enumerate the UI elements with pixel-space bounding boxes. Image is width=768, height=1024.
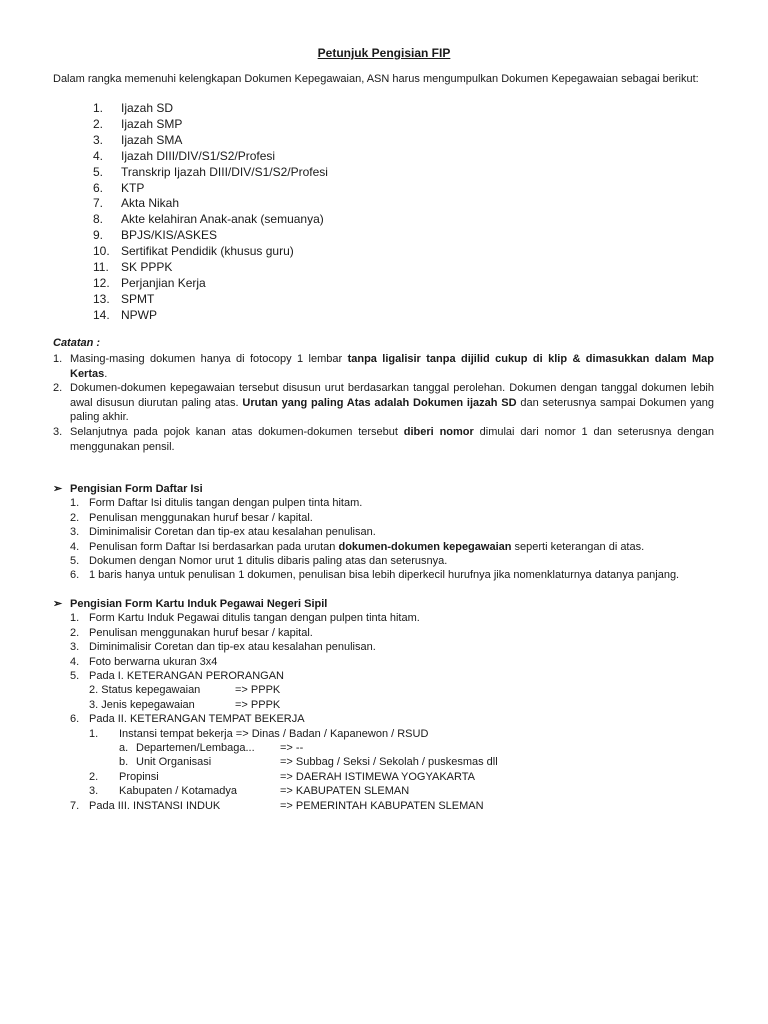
list-number	[84, 244, 121, 260]
daftar-isi-text	[89, 496, 362, 510]
document-label: Ijazah SMA	[121, 132, 183, 147]
field-key: 2. Status kepegawaian	[89, 684, 201, 697]
daftar-isi-section	[53, 482, 714, 583]
field-value: => PPPK	[235, 684, 281, 697]
field-key: Kabupaten / Kotamadya	[119, 785, 238, 798]
text-part: Penulisan menggunakan huruf besar / kapital.	[89, 511, 313, 524]
list-number-text: 10.	[93, 244, 110, 259]
kartu-induk-item	[53, 669, 714, 683]
kartu-induk-item	[53, 640, 714, 654]
page-title: Petunjuk Pengisian FIP	[317, 46, 451, 60]
field-key: 3. Jenis kepegawaian	[89, 698, 195, 711]
list-number-text: 5.	[93, 164, 104, 179]
item-text: Diminimalisir Coretan dan tip-ex atau kesalahan penulisan.	[89, 641, 376, 654]
list-number	[84, 196, 121, 212]
kartu-induk-title: Pengisian Form Kartu Induk Pegawai Negeri Sipil	[70, 598, 328, 610]
list-number-text: 1.	[70, 612, 80, 625]
intro-paragraph: Dalam rangka memenuhi kelengkapan Dokumen Kepegawaian, ASN harus mengumpulkan Dokumen Kepegawaian sebagai berikut:	[53, 73, 699, 85]
document-label: Sertifikat Pendidik (khusus guru)	[121, 244, 294, 259]
document-list-item	[84, 212, 328, 228]
document-list-item	[84, 292, 328, 308]
daftar-isi-text	[89, 554, 447, 568]
kartu-induk-item	[53, 712, 714, 726]
document-label: SK PPPK	[121, 260, 173, 275]
sub-number	[89, 770, 119, 784]
list-number	[53, 611, 89, 625]
document-list	[84, 101, 328, 324]
note-number: 1.	[53, 353, 63, 365]
list-number	[84, 133, 121, 149]
kartu-induk-item	[53, 626, 714, 640]
note-number: 3.	[53, 425, 63, 438]
sub-letter: b.	[119, 756, 129, 769]
list-number-text: 7.	[93, 196, 104, 211]
field-key: Departemen/Lembaga...	[136, 742, 255, 755]
field-value: => PPPK	[235, 698, 281, 711]
daftar-isi-item	[53, 540, 714, 554]
perorangan-row	[53, 698, 714, 712]
daftar-isi-text	[89, 568, 679, 582]
document-list-item	[84, 101, 328, 117]
list-number	[84, 212, 121, 228]
sub-number	[89, 784, 119, 798]
list-number	[53, 799, 89, 813]
note-emphasis: Urutan yang paling Atas adalah Dokumen ijazah SD	[242, 396, 517, 409]
list-number-text: 4.	[93, 148, 104, 163]
list-number-text: 5.	[70, 555, 80, 568]
list-number	[84, 149, 121, 165]
list-number	[84, 308, 121, 324]
document-label: KTP	[121, 180, 145, 195]
note-emphasis: tanpa ligalisir tanpa dijilid cukup di klip & dimasukkan dalam Map Kertas	[70, 353, 714, 380]
list-number	[84, 260, 121, 276]
list-number-text: 5.	[70, 670, 80, 683]
daftar-isi-list	[53, 496, 714, 582]
list-number-text: 4.	[70, 540, 80, 553]
kartu-induk-item	[53, 799, 714, 813]
text-part: Form Daftar Isi ditulis tangan dengan pulpen tinta hitam.	[89, 497, 363, 510]
list-number-text: 9.	[93, 228, 104, 243]
note-text	[70, 352, 714, 381]
field-value: => DAERAH ISTIMEWA YOGYAKARTA	[280, 770, 475, 783]
kartu-induk-item	[53, 611, 714, 625]
document-label: NPWP	[121, 307, 157, 322]
list-number	[53, 540, 89, 554]
arrow-bullet-icon: ➢	[53, 598, 63, 610]
list-number	[84, 101, 121, 117]
document-label: Akte kelahiran Anak-anak (semuanya)	[121, 212, 324, 227]
sub-number-text: 1.	[89, 727, 99, 740]
list-number-text: 8.	[93, 212, 104, 227]
field-key: Unit Organisasi	[136, 756, 212, 769]
list-number-text: 2.	[70, 626, 80, 639]
daftar-isi-item	[53, 496, 714, 510]
sub-row	[53, 755, 714, 769]
kartu-induk-list	[53, 611, 714, 813]
note-text-part: .	[104, 367, 108, 380]
text-part: seperti keterangan di atas.	[511, 540, 645, 553]
note-text-part: dan seterusnya sampai Dokumen yang paling akhir.	[70, 396, 714, 424]
item-text: Pada I. KETERANGAN PERORANGAN	[89, 670, 284, 683]
list-number	[53, 712, 89, 726]
document-list-item	[84, 260, 328, 276]
document-label: Transkrip Ijazah DIII/DIV/S1/S2/Profesi	[121, 164, 328, 179]
list-number-text: 4.	[70, 655, 80, 668]
field-value: => --	[280, 742, 304, 755]
document-label: Ijazah DIII/DIV/S1/S2/Profesi	[121, 148, 276, 163]
sub-letter: a.	[119, 742, 129, 755]
sub-number	[89, 727, 119, 741]
kartu-induk-heading	[53, 597, 714, 611]
list-number	[53, 525, 89, 539]
note-emphasis: diberi nomor	[403, 425, 474, 438]
list-number	[53, 554, 89, 568]
tempat-row	[53, 770, 714, 784]
daftar-isi-title: Pengisian Form Daftar Isi	[70, 483, 203, 495]
kartu-induk-item	[53, 655, 714, 669]
perorangan-row	[53, 683, 714, 697]
field-value: => Subbag / Seksi / Sekolah / puskesmas dll	[280, 756, 498, 769]
item-text: Penulisan menggunakan huruf besar / kapital.	[89, 626, 313, 639]
document-list-item	[84, 308, 328, 324]
daftar-isi-heading	[53, 482, 714, 496]
text-part: Penulisan form Daftar Isi berdasarkan pada urutan	[89, 540, 339, 553]
list-number-text: 14.	[93, 307, 110, 322]
daftar-isi-item	[53, 525, 714, 539]
document-list-item	[84, 276, 328, 292]
list-number-text: 11.	[93, 260, 109, 275]
list-number	[53, 655, 89, 669]
list-number-text: 1.	[70, 497, 80, 510]
daftar-isi-item	[53, 511, 714, 525]
document-list-item	[84, 196, 328, 212]
tempat-row	[53, 727, 714, 741]
document-list-item	[84, 133, 328, 149]
document-list-item	[84, 165, 328, 181]
field-key: Instansi tempat bekerja => Dinas / Badan / Kapanewon / RSUD	[119, 727, 429, 740]
list-number-text: 3.	[70, 641, 80, 654]
list-number-text: 1.	[93, 101, 104, 115]
note-item	[53, 381, 714, 425]
list-number	[84, 228, 121, 244]
note-text	[70, 381, 714, 425]
text-part: 1 baris hanya untuk penulisan 1 dokumen, penulisan bisa lebih diperkecil hurufnya jika nomenklaturnya datanya panjang.	[89, 569, 680, 582]
document-label: BPJS/KIS/ASKES	[121, 228, 218, 243]
note-item	[53, 425, 714, 454]
document-list-item	[84, 181, 328, 197]
daftar-isi-item	[53, 554, 714, 568]
list-number-text: 3.	[70, 526, 80, 539]
daftar-isi-item	[53, 568, 714, 582]
field-key: Propinsi	[119, 770, 159, 783]
sub-row	[53, 741, 714, 755]
item-text: Form Kartu Induk Pegawai ditulis tangan dengan pulpen tinta hitam.	[89, 612, 420, 625]
item-text: Foto berwarna ukuran 3x4	[89, 655, 218, 668]
list-number	[84, 117, 121, 133]
list-number-text: 6.	[93, 180, 104, 195]
list-number	[84, 276, 121, 292]
daftar-isi-text	[89, 525, 376, 539]
catatan-label: Catatan :	[53, 337, 101, 349]
kartu-induk-section	[53, 597, 714, 813]
field-value: => PEMERINTAH KABUPATEN SLEMAN	[280, 799, 484, 812]
document-label: SPMT	[121, 291, 155, 306]
document-list-item	[84, 117, 328, 133]
list-number-text: 2.	[70, 511, 80, 524]
document-label: Ijazah SD	[121, 101, 174, 115]
field-value: => KABUPATEN SLEMAN	[280, 785, 410, 798]
list-number	[84, 165, 121, 181]
list-number	[53, 496, 89, 510]
note-text-part: dimulai dari nomor 1 dan seterusnya dengan menggunakan pensil.	[70, 425, 714, 453]
list-number	[53, 669, 89, 683]
daftar-isi-text	[89, 511, 313, 525]
tempat-row	[53, 784, 714, 798]
note-item	[53, 352, 714, 381]
document-label: Perjanjian Kerja	[121, 275, 206, 290]
arrow-bullet-icon: ➢	[53, 483, 63, 495]
list-number-text: 3.	[93, 132, 104, 147]
sub-number-text: 3.	[89, 785, 99, 798]
note-number: 2.	[53, 382, 63, 395]
text-emphasis: dokumen-dokumen kepegawaian	[338, 540, 512, 553]
item-text: Pada II. KETERANGAN TEMPAT BEKERJA	[89, 713, 305, 726]
sub-number-text: 2.	[89, 770, 99, 783]
list-number-text: 7.	[70, 799, 80, 812]
list-number	[53, 511, 89, 525]
catatan-notes	[53, 352, 714, 454]
list-number-text: 2.	[93, 116, 104, 131]
list-number	[53, 568, 89, 582]
list-number-text: 6.	[70, 713, 80, 726]
list-number-text: 6.	[70, 569, 80, 582]
text-part: Dokumen dengan Nomor urut 1 ditulis dibaris paling atas dan seterusnya.	[89, 555, 448, 568]
document-label: Akta Nikah	[121, 196, 180, 211]
list-number	[84, 292, 121, 308]
note-text-part: Selanjutnya pada pojok kanan atas dokumen-dokumen tersebut	[70, 425, 404, 438]
document-list-item	[84, 228, 328, 244]
document-list-item	[84, 244, 328, 260]
list-number-text: 13.	[93, 291, 110, 306]
text-part: Diminimalisir Coretan dan tip-ex atau kesalahan penulisan.	[89, 526, 376, 539]
document-list-item	[84, 149, 328, 165]
note-text-part: Dokumen-dokumen kepegawaian tersebut disusun urut berdasarkan tanggal perolehan. Dokumen dengan tanggal dokumen lebih awal disusun diurutan paling atas.	[70, 382, 714, 409]
list-number	[53, 626, 89, 640]
field-key: Pada III. INSTANSI INDUK	[89, 799, 221, 812]
note-text-part: Masing-masing dokumen hanya di fotocopy 1 lembar	[70, 353, 348, 365]
list-number	[53, 640, 89, 654]
list-number	[84, 181, 121, 197]
document-label: Ijazah SMP	[121, 116, 183, 131]
note-text	[70, 425, 714, 454]
list-number-text: 12.	[93, 275, 110, 290]
daftar-isi-text	[89, 540, 644, 554]
